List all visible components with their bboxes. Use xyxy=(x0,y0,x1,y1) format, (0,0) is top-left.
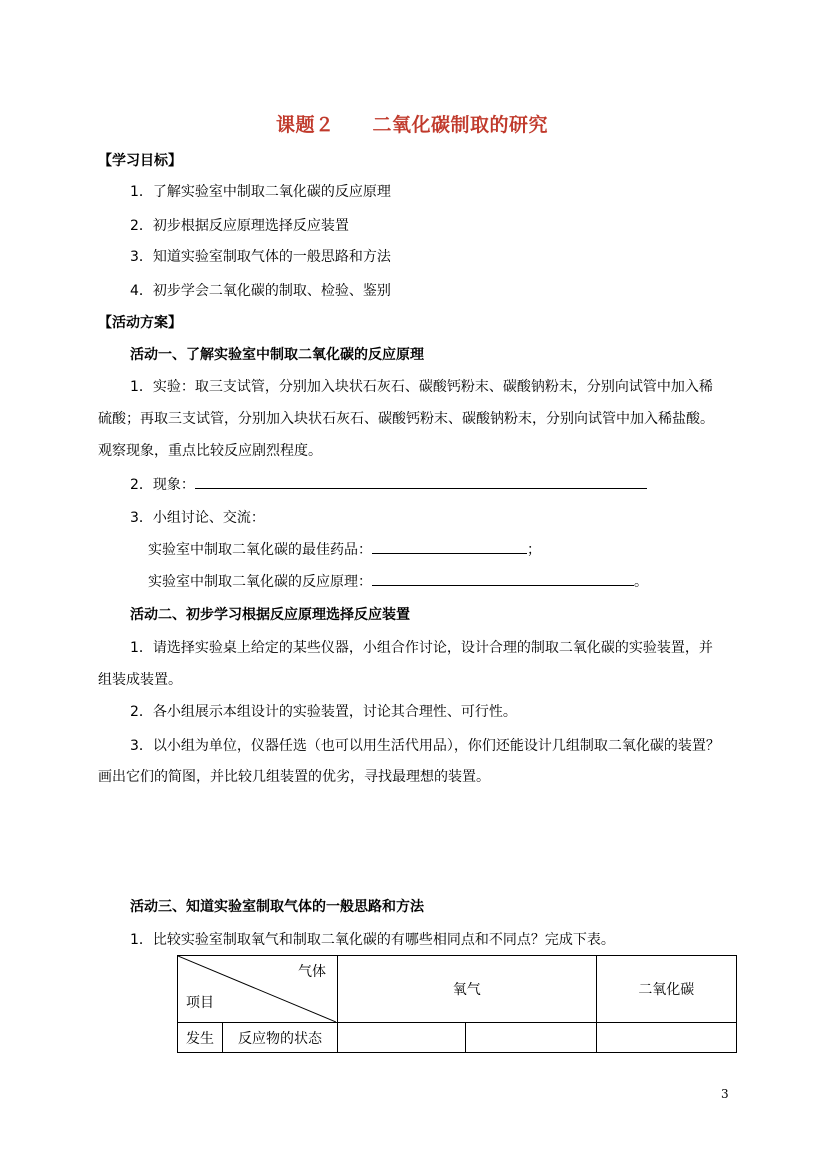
table-corner-item: 项目 xyxy=(186,995,214,1011)
goals-header: 【学习目标】 xyxy=(98,153,182,169)
best-reagent-label: 实验室中制取二氧化碳的最佳药品： xyxy=(148,542,372,558)
activity3-title: 活动三、知道实验室制取气体的一般思路和方法 xyxy=(130,899,424,915)
plan-header: 【活动方案】 xyxy=(98,315,182,331)
goal-item-1: 1．了解实验室中制取二氧化碳的反应原理 xyxy=(130,184,391,200)
table-row-group-generation: 发生 xyxy=(178,1023,223,1053)
table-corner-cell xyxy=(178,956,338,1023)
title-lesson-number: 课题２ xyxy=(276,114,335,136)
activity3-item1: 1．比较实验室制取氧气和制取二氧化碳的有哪些相同点和不同点？完成下表。 xyxy=(130,932,615,948)
activity1-item3: 3．小组讨论、交流： xyxy=(130,510,265,526)
table-cell-co2[interactable] xyxy=(596,1023,736,1053)
activity1-item2 xyxy=(130,474,647,494)
activity1-item1-line1: 1．实验：取三支试管，分别加入块状石灰石、碳酸钙粉末、碳酸钠粉末，分别向试管中加入稀 xyxy=(130,379,713,395)
title-topic: 二氧化碳制取的研究 xyxy=(372,114,549,136)
best-reagent-end: ； xyxy=(527,542,541,558)
reaction-principle-label: 实验室中制取二氧化碳的反应原理： xyxy=(148,574,372,590)
table-row-label-reactant-state: 反应物的状态 xyxy=(222,1023,337,1053)
comparison-table xyxy=(177,955,737,1053)
activity2-item3-line2: 画出它们的简图，并比较几组装置的优劣，寻找最理想的装置。 xyxy=(98,769,490,785)
activity2-item1-line1: 1．请选择实验桌上给定的某些仪器，小组合作讨论，设计合理的制取二氧化碳的实验装置，并 xyxy=(130,640,713,656)
table-cell-oxygen-b[interactable] xyxy=(466,1023,596,1053)
observation-label: 2．现象： xyxy=(130,477,195,493)
activity2-item1-line2: 组装成装置。 xyxy=(98,672,182,688)
table-header-co2: 二氧化碳 xyxy=(596,956,736,1023)
reaction-principle-end: 。 xyxy=(634,574,648,590)
goal-item-3: 3．知道实验室制取气体的一般思路和方法 xyxy=(130,249,391,265)
activity1-title: 活动一、了解实验室中制取二氧化碳的反应原理 xyxy=(130,347,424,363)
activity2-item3-line1: 3．以小组为单位，仪器任选（也可以用生活代用品），你们还能设计几组制取二氧化碳的装置？ xyxy=(130,738,720,754)
activity1-item1-line3: 观察现象，重点比较反应剧烈程度。 xyxy=(98,443,322,459)
observation-blank[interactable] xyxy=(195,476,647,489)
table-header-oxygen: 氧气 xyxy=(337,956,596,1023)
activity2-item2: 2．各小组展示本组设计的实验装置，讨论其合理性、可行性。 xyxy=(130,704,517,720)
goal-item-2: 2．初步根据反应原理选择反应装置 xyxy=(130,218,349,234)
activity1-item1-line2: 硫酸；再取三支试管，分别加入块状石灰石、碳酸钙粉末、碳酸钠粉末，分别向试管中加入稀盐酸。 xyxy=(98,411,714,427)
activity1-question-1 xyxy=(148,539,541,559)
activity2-title: 活动二、初步学习根据反应原理选择反应装置 xyxy=(130,607,410,623)
activity1-question-2 xyxy=(148,571,648,591)
table-corner-gas: 气体 xyxy=(298,964,326,980)
page-number: 3 xyxy=(721,1087,729,1101)
reaction-principle-blank[interactable] xyxy=(372,573,634,586)
goal-item-4: 4．初步学会二氧化碳的制取、检验、鉴别 xyxy=(130,283,391,299)
page-title xyxy=(276,110,548,137)
best-reagent-blank[interactable] xyxy=(372,541,527,554)
table-cell-oxygen-a[interactable] xyxy=(337,1023,465,1053)
